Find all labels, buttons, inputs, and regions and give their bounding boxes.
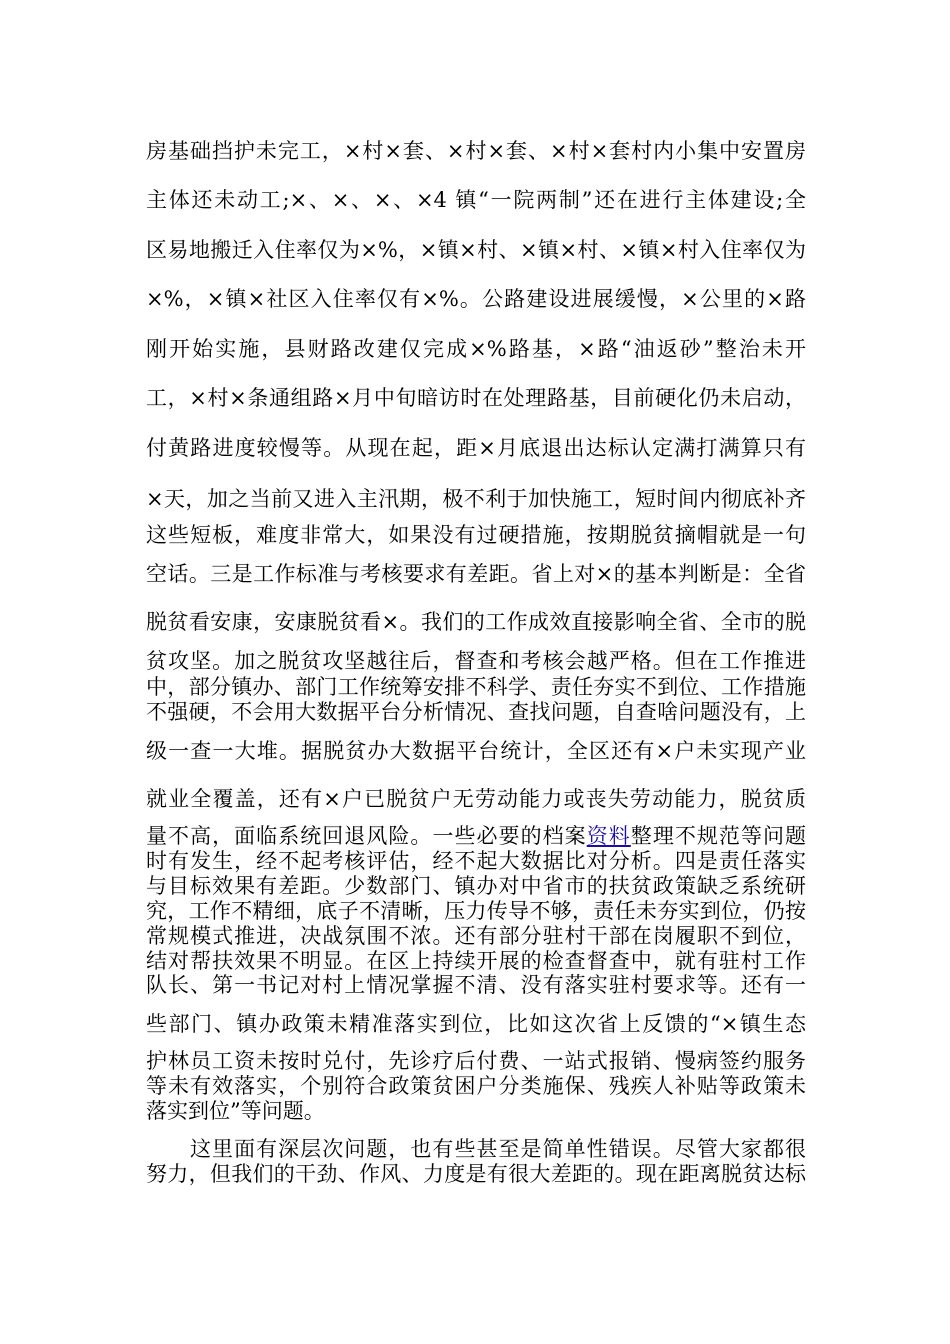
resource-link[interactable]: 资料 <box>586 824 631 848</box>
text-line: 级一查一大堆。据脱贫办大数据平台统计，全区还有×户未实现产业 <box>146 739 806 763</box>
text-line: 不强硬，不会用大数据平台分析情况、查找问题，自查啥问题没有，上 <box>146 700 806 724</box>
text-line: 与目标效果有差距。少数部门、镇办对中省市的扶贫政策缺乏系统研 <box>146 874 806 898</box>
text-line: 护林员工资未按时兑付，先诊疗后付费、一站式报销、慢病签约服务 <box>146 1049 806 1073</box>
text-line: 房基础挡护未完工，×村×套、×村×套、×村×套村内小集中安置房 <box>146 139 806 163</box>
text-line: 工，×村×条通组路×月中旬暗访时在处理路基，目前硬化仍未启动， <box>146 386 806 410</box>
text-line: 就业全覆盖，还有×户已脱贫户无劳动能力或丧失劳动能力，脱贫质 <box>146 787 806 811</box>
text-line: ×%，×镇×社区入住率仅有×%。公路建设进展缓慢，×公里的×路 <box>146 287 806 311</box>
text-line: 区易地搬迁入住率仅为×%，×镇×村、×镇×村、×镇×村入住率仅为 <box>146 238 806 262</box>
text-line: 时有发生，经不起考核评估，经不起大数据比对分析。四是责任落实 <box>146 849 806 873</box>
text-line: 付黄路进度较慢等。从现在起，距×月底退出达标认定满打满算只有 <box>146 436 806 460</box>
text-line: 队长、第一书记对村上情况掌握不清、没有落实驻村要求等。还有一 <box>146 973 806 997</box>
text-span: 量不高，面临系统回退风险。一些必要的档案 <box>146 824 587 848</box>
text-line: 这些短板，难度非常大，如果没有过硬措施，按期脱贫摘帽就是一句 <box>146 523 806 547</box>
text-line: 等未有效落实，个别符合政策贫困户分类施保、残疾人补贴等政策未 <box>146 1074 806 1098</box>
text-line: 空话。三是工作标准与考核要求有差距。省上对×的基本判断是：全省 <box>146 562 806 586</box>
text-span: 整理不规范等问题 <box>630 824 807 848</box>
text-line: 脱贫看安康，安康脱贫看×。我们的工作成效直接影响全省、全市的脱 <box>146 610 806 634</box>
text-line: 中，部分镇办、部门工作统筹安排不科学、责任夯实不到位、工作措施 <box>146 675 806 699</box>
text-line: 努力，但我们的干劲、作风、力度是有很大差距的。现在距离脱贫达标 <box>146 1162 806 1186</box>
text-line: 贫攻坚。加之脱贫攻坚越往后，督查和考核会越严格。但在工作推进 <box>146 649 806 673</box>
text-line: 结对帮扶效果不明显。在区上持续开展的检查督查中，就有驻村工作 <box>146 949 806 973</box>
text-line: 些部门、镇办政策未精准落实到位，比如这次省上反馈的“×镇生态 <box>146 1012 806 1036</box>
text-line: 常规模式推进，决战氛围不浓。还有部分驻村干部在岗履职不到位， <box>146 924 806 948</box>
text-line-with-link <box>146 823 806 849</box>
text-line: 落实到位”等问题。 <box>146 1099 325 1123</box>
paragraph-first-line: 这里面有深层次问题，也有些甚至是简单性错误。尽管大家都很 <box>190 1137 806 1161</box>
text-line: 刚开始实施，县财路改建仅完成×%路基，×路“油返砂”整治未开 <box>146 337 806 361</box>
text-line: 主体还未动工;×、×、×、×4 镇“一院两制”还在进行主体建设;全 <box>146 188 806 212</box>
text-line: ×天，加之当前又进入主汛期，极不利于加快施工，短时间内彻底补齐 <box>146 487 806 511</box>
text-line: 究，工作不精细，底子不清晰，压力传导不够，责任未夯实到位，仍按 <box>146 899 806 923</box>
